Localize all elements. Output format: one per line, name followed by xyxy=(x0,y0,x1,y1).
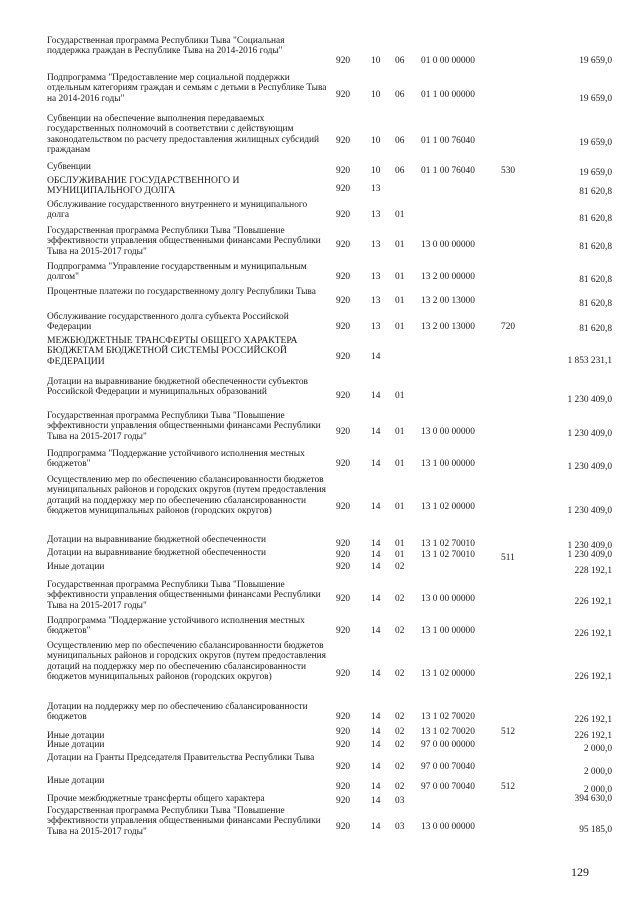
cell-target-article: 13 1 02 00000 xyxy=(421,669,475,679)
cell-sum: 226 192,1 xyxy=(574,731,612,741)
cell-target-article: 13 0 00 00000 xyxy=(421,594,475,604)
row-name: Осуществлению мер по обеспечению сбалансированности бюджетов муниципальных районов и городских округов (путем предоставления дотаций на поддержку мер по обеспечению сбалансированности бюджетов муниципальных районов (городских округов) xyxy=(47,641,326,683)
cell-section: 14 xyxy=(371,712,381,722)
cell-target-article: 13 1 00 00000 xyxy=(421,626,475,636)
section-heading: МЕЖБЮДЖЕТНЫЕ ТРАНСФЕРТЫ ОБЩЕГО ХАРАКТЕРА БЮДЖЕТАМ БЮДЖЕТНОЙ СИСТЕМЫ РОССИЙСКОЙ ФЕДЕРАЦИИ xyxy=(47,335,298,367)
cell-subsection: 06 xyxy=(395,166,405,176)
cell-admin: 920 xyxy=(336,626,351,636)
cell-subsection: 06 xyxy=(395,136,405,146)
cell-sum: 226 192,1 xyxy=(574,597,612,607)
cell-admin: 920 xyxy=(336,762,351,772)
cell-admin: 920 xyxy=(336,56,351,66)
cell-admin: 920 xyxy=(336,539,351,549)
row-name: Иные дотации xyxy=(47,740,105,750)
cell-target-article: 01 1 00 76040 xyxy=(421,166,475,176)
cell-subsection: 02 xyxy=(395,626,405,636)
cell-target-article: 13 1 00 00000 xyxy=(421,459,475,469)
cell-admin: 920 xyxy=(336,550,351,560)
cell-sum: 226 192,1 xyxy=(574,672,612,682)
cell-subsection: 03 xyxy=(395,822,405,832)
cell-sum: 19 659,0 xyxy=(579,56,612,66)
row-name: Государственная программа Республики Тыва "Повышение эффективности управления общественными финансами Республики Тыва на 2015-2017 годы" xyxy=(47,580,321,611)
cell-target-article: 13 1 02 70010 xyxy=(421,539,475,549)
cell-sum: 81 620,8 xyxy=(579,187,612,197)
row-name: Обслуживание государственного долга субъекта Российской Федерации xyxy=(47,312,289,333)
cell-section: 10 xyxy=(371,90,381,100)
row-name: Иные дотации xyxy=(47,562,105,572)
row-name: Государственная программа Республики Тыва "Социальная поддержка граждан в Республике Тыва на 2014-2016 годы" xyxy=(47,36,285,57)
cell-section: 14 xyxy=(371,626,381,636)
cell-sum: 1 230 409,0 xyxy=(567,550,612,560)
page-number: 129 xyxy=(571,865,589,879)
cell-section: 14 xyxy=(371,740,381,750)
cell-target-article: 13 1 02 00000 xyxy=(421,502,475,512)
cell-admin: 920 xyxy=(336,136,351,146)
cell-subsection: 02 xyxy=(395,712,405,722)
cell-admin: 920 xyxy=(336,712,351,722)
cell-subsection: 01 xyxy=(395,296,405,306)
cell-section: 13 xyxy=(371,184,381,194)
cell-sum: 81 620,8 xyxy=(579,275,612,285)
cell-expense-type: 530 xyxy=(501,166,516,176)
cell-sum: 19 659,0 xyxy=(579,138,612,148)
cell-section: 14 xyxy=(371,391,381,401)
row-name: Государственная программа Республики Тыва "Повышение эффективности управления общественными финансами Республики Тыва на 2015-2017 годы" xyxy=(47,806,321,837)
cell-subsection: 01 xyxy=(395,539,405,549)
row-name: Иные дотации xyxy=(47,776,105,786)
cell-section: 14 xyxy=(371,669,381,679)
cell-section: 14 xyxy=(371,796,381,806)
cell-sum: 1 230 409,0 xyxy=(567,429,612,439)
cell-sum: 2 000,0 xyxy=(583,767,612,777)
cell-sum: 1 230 409,0 xyxy=(567,395,612,405)
row-name: Субвенции на обеспечение выполнения передаваемых государственных полномочий в соответствии с действующим законодательством по расчету предоставления жилищных субсидий гражданам xyxy=(47,114,320,156)
row-name: Процентные платежи по государственному долгу Республики Тыва xyxy=(47,287,316,297)
cell-sum: 19 659,0 xyxy=(579,94,612,104)
cell-admin: 920 xyxy=(336,322,351,332)
row-name: Дотации на выравнивание бюджетной обеспеченности субъектов Российской Федерации и муниципальных образований xyxy=(47,377,308,398)
cell-admin: 920 xyxy=(336,240,351,250)
row-name: Дотации на поддержку мер по обеспечению сбалансированности бюджетов xyxy=(47,702,308,723)
cell-section: 14 xyxy=(371,594,381,604)
cell-section: 14 xyxy=(371,427,381,437)
cell-target-article: 13 1 02 70010 xyxy=(421,550,475,560)
cell-target-article: 13 0 00 00000 xyxy=(421,822,475,832)
cell-admin: 920 xyxy=(336,166,351,176)
section-heading: ОБСЛУЖИВАНИЕ ГОСУДАРСТВЕННОГО И МУНИЦИПАЛЬНОГО ДОЛГА xyxy=(47,175,240,197)
cell-section: 10 xyxy=(371,136,381,146)
cell-section: 14 xyxy=(371,727,381,737)
row-name: Иные дотации xyxy=(47,731,105,741)
cell-admin: 920 xyxy=(336,740,351,750)
cell-section: 13 xyxy=(371,296,381,306)
cell-subsection: 06 xyxy=(395,90,405,100)
cell-sum: 81 620,8 xyxy=(579,214,612,224)
row-name: Прочие межбюджетные трансферты общего характера xyxy=(47,794,265,804)
cell-expense-type: 720 xyxy=(501,322,516,332)
row-name: Подпрограмма "Управление государственным и муниципальным долгом" xyxy=(47,262,307,283)
cell-subsection: 02 xyxy=(395,762,405,772)
cell-admin: 920 xyxy=(336,391,351,401)
cell-admin: 920 xyxy=(336,562,351,572)
row-name: Государственная программа Республики Тыва "Повышение эффективности управления общественными финансами Республики Тыва на 2015-2017 годы" xyxy=(47,226,321,257)
cell-target-article: 13 1 02 70020 xyxy=(421,712,475,722)
row-name: Дотации на выравнивание бюджетной обеспеченности xyxy=(47,535,266,545)
cell-subsection: 02 xyxy=(395,594,405,604)
cell-subsection: 01 xyxy=(395,391,405,401)
cell-sum: 1 230 409,0 xyxy=(567,506,612,516)
cell-admin: 920 xyxy=(336,822,351,832)
cell-section: 14 xyxy=(371,352,381,362)
cell-admin: 920 xyxy=(336,669,351,679)
cell-subsection: 01 xyxy=(395,427,405,437)
cell-target-article: 01 1 00 00000 xyxy=(421,90,475,100)
row-name: Подпрограмма "Поддержание устойчивого исполнения местных бюджетов" xyxy=(47,449,305,470)
cell-subsection: 01 xyxy=(395,502,405,512)
cell-section: 10 xyxy=(371,56,381,66)
cell-target-article: 97 0 00 70040 xyxy=(421,762,475,772)
cell-target-article: 13 0 00 00000 xyxy=(421,427,475,437)
cell-subsection: 02 xyxy=(395,562,405,572)
cell-admin: 920 xyxy=(336,796,351,806)
cell-subsection: 01 xyxy=(395,210,405,220)
cell-sum: 226 192,1 xyxy=(574,629,612,639)
cell-target-article: 13 2 00 13000 xyxy=(421,296,475,306)
cell-expense-type: 512 xyxy=(501,727,516,737)
cell-section: 14 xyxy=(371,822,381,832)
cell-subsection: 01 xyxy=(395,459,405,469)
cell-admin: 920 xyxy=(336,210,351,220)
cell-expense-type: 512 xyxy=(501,782,516,792)
cell-subsection: 02 xyxy=(395,669,405,679)
row-name: Субвенции xyxy=(47,162,91,172)
cell-section: 14 xyxy=(371,562,381,572)
cell-subsection: 06 xyxy=(395,56,405,66)
cell-section: 13 xyxy=(371,240,381,250)
cell-subsection: 01 xyxy=(395,322,405,332)
cell-section: 14 xyxy=(371,550,381,560)
cell-subsection: 02 xyxy=(395,782,405,792)
cell-section: 14 xyxy=(371,539,381,549)
cell-section: 14 xyxy=(371,459,381,469)
cell-admin: 920 xyxy=(336,352,351,362)
row-name: Государственная программа Республики Тыва "Повышение эффективности управления общественными финансами Республики Тыва на 2015-2017 годы" xyxy=(47,411,321,442)
cell-sum: 1 230 409,0 xyxy=(567,462,612,472)
cell-target-article: 97 0 00 00000 xyxy=(421,740,475,750)
cell-admin: 920 xyxy=(336,427,351,437)
cell-sum: 1 853 231,1 xyxy=(567,356,612,366)
cell-section: 14 xyxy=(371,502,381,512)
cell-section: 13 xyxy=(371,272,381,282)
row-name: Дотации на Гранты Председателя Правительства Республики Тыва xyxy=(47,753,315,763)
cell-target-article: 13 0 00 00000 xyxy=(421,240,475,250)
cell-subsection: 01 xyxy=(395,240,405,250)
cell-subsection: 03 xyxy=(395,796,405,806)
cell-sum: 81 620,8 xyxy=(579,299,612,309)
cell-sum: 2 000,0 xyxy=(583,744,612,754)
row-name: Дотации на выравнивание бюджетной обеспеченности xyxy=(47,548,266,558)
cell-admin: 920 xyxy=(336,727,351,737)
cell-admin: 920 xyxy=(336,90,351,100)
cell-section: 13 xyxy=(371,322,381,332)
cell-target-article: 13 1 02 70020 xyxy=(421,727,475,737)
cell-admin: 920 xyxy=(336,184,351,194)
cell-subsection: 02 xyxy=(395,740,405,750)
cell-admin: 920 xyxy=(336,296,351,306)
cell-sum: 19 659,0 xyxy=(579,168,612,178)
cell-subsection: 01 xyxy=(395,550,405,560)
cell-sum: 394 630,0 xyxy=(574,794,612,804)
cell-admin: 920 xyxy=(336,502,351,512)
cell-section: 10 xyxy=(371,166,381,176)
cell-expense-type: 511 xyxy=(501,553,515,563)
cell-subsection: 02 xyxy=(395,727,405,737)
cell-admin: 920 xyxy=(336,459,351,469)
row-name: Подпрограмма "Предоставление мер социальной поддержки отдельным категориям граждан и семьям с детьми в Республике Тыва на 2014-2016 годы" xyxy=(47,73,327,104)
cell-sum: 81 620,8 xyxy=(579,242,612,252)
row-name: Подпрограмма "Поддержание устойчивого исполнения местных бюджетов" xyxy=(47,616,305,637)
cell-target-article: 13 2 00 00000 xyxy=(421,272,475,282)
cell-sum: 2 000,0 xyxy=(583,785,612,795)
cell-sum: 81 620,8 xyxy=(579,324,612,334)
row-name: Осуществлению мер по обеспечению сбалансированности бюджетов муниципальных районов и городских округов (путем предоставления дотаций на поддержку мер по обеспечению сбалансированности бюджетов муниципальных районов (городских округов) xyxy=(47,475,326,517)
cell-admin: 920 xyxy=(336,594,351,604)
cell-target-article: 13 2 00 13000 xyxy=(421,322,475,332)
cell-section: 14 xyxy=(371,782,381,792)
row-name: Обслуживание государственного внутреннего и муниципального долга xyxy=(47,200,308,221)
cell-admin: 920 xyxy=(336,782,351,792)
cell-section: 13 xyxy=(371,210,381,220)
cell-target-article: 97 0 00 70040 xyxy=(421,782,475,792)
cell-admin: 920 xyxy=(336,272,351,282)
cell-sum: 228 192,1 xyxy=(574,566,612,576)
cell-target-article: 01 0 00 00000 xyxy=(421,56,475,66)
cell-section: 14 xyxy=(371,762,381,772)
cell-subsection: 01 xyxy=(395,272,405,282)
cell-sum: 1 230 409,0 xyxy=(567,541,612,551)
cell-sum: 226 192,1 xyxy=(574,715,612,725)
cell-sum: 95 185,0 xyxy=(579,825,612,835)
cell-target-article: 01 1 00 76040 xyxy=(421,136,475,146)
